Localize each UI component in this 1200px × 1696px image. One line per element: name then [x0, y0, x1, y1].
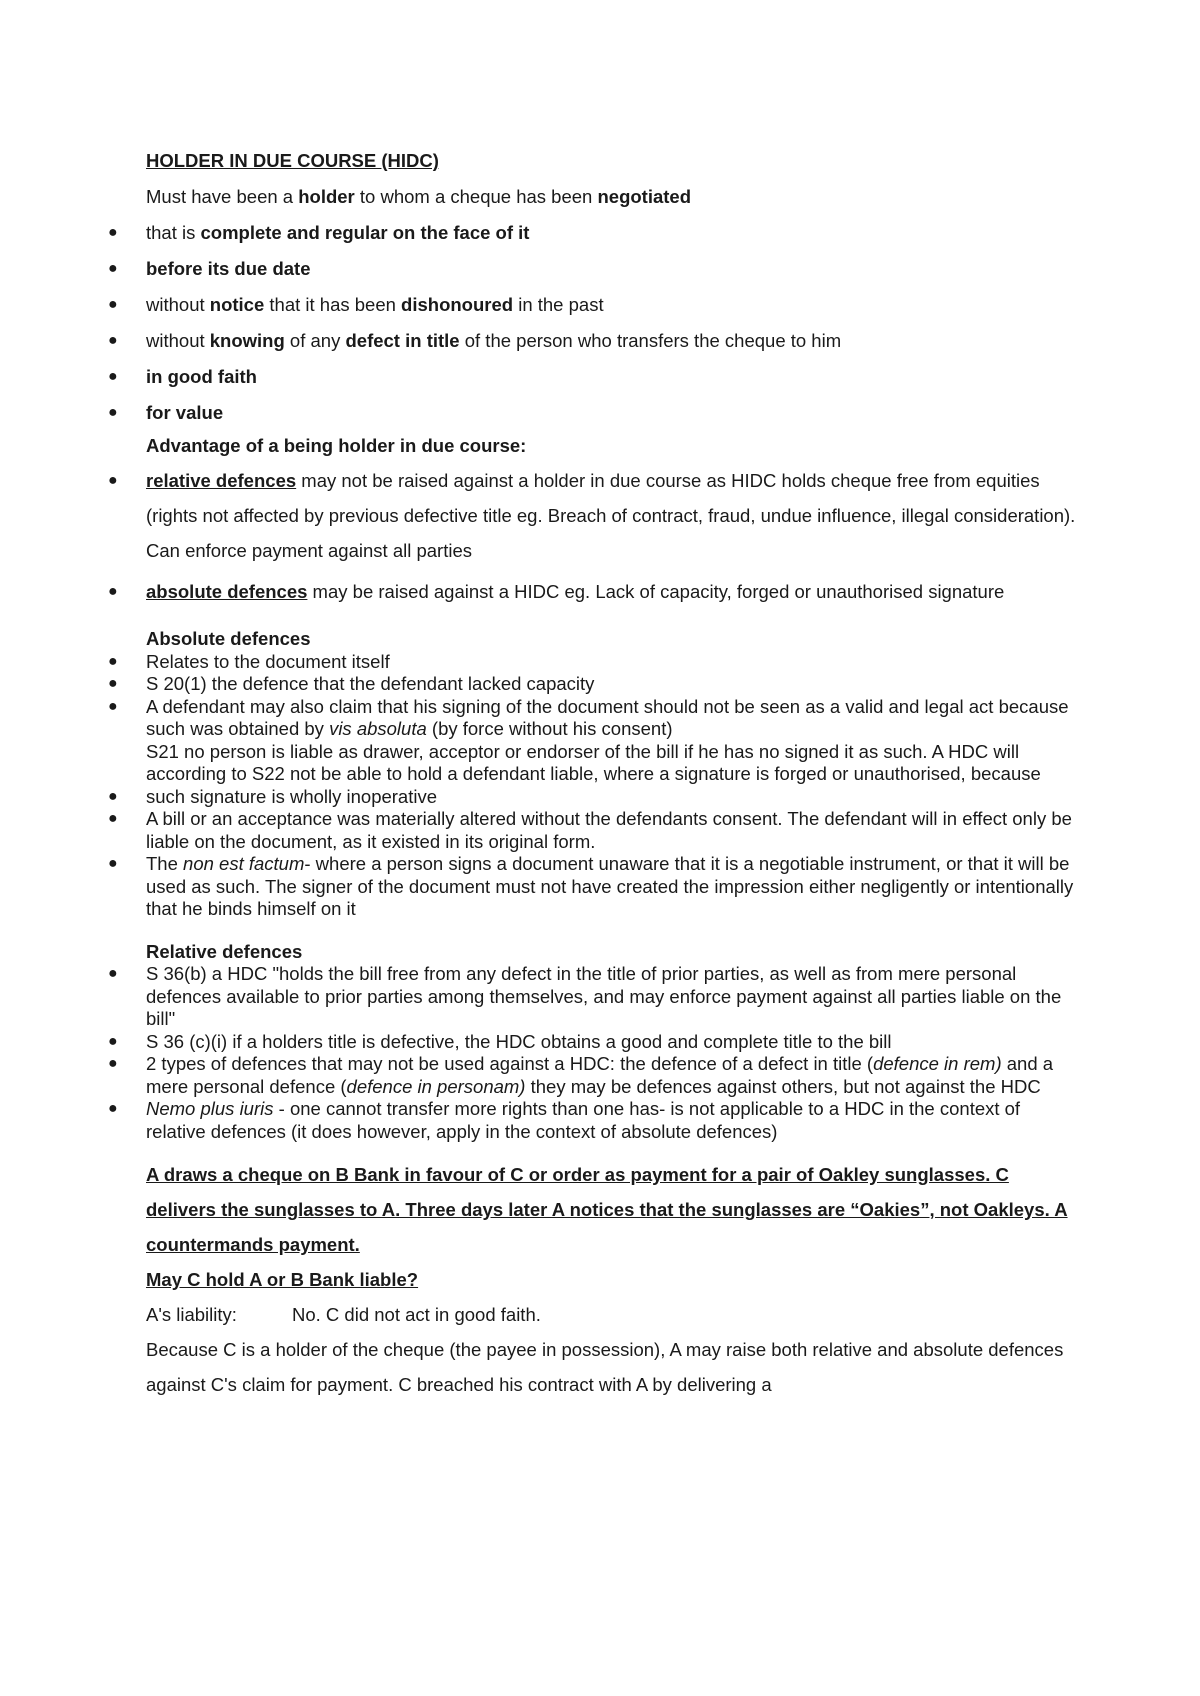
hidc-section	[108, 143, 1076, 604]
bullet-icon: ●	[108, 260, 118, 277]
list-item: ● for value	[146, 395, 1076, 431]
bullet-icon: ●	[108, 810, 118, 827]
list-item: ● A bill or an acceptance was materially altered without the defendants consent. The defendant will in effect only be liable on the document, as it existed in its original form.	[108, 808, 1072, 852]
bullet-icon: ●	[108, 472, 118, 489]
case-question: May C hold A or B Bank liable?	[146, 1269, 419, 1290]
list-item: ● without knowing of any defect in title of the person who transfers the cheque to him	[146, 323, 1076, 359]
bullet-icon: ●	[108, 404, 118, 421]
bullet-icon: ●	[108, 697, 118, 715]
case-paragraph: Because C is a holder of the cheque (the payee in possession), A may raise both relative and absolute defences against C's claim for payment. C breached his contract with A by delivering a	[146, 1339, 1064, 1395]
list-item: ● without notice that it has been dishonoured in the past	[146, 287, 1076, 323]
document-content	[108, 143, 1076, 1402]
bullet-icon: ●	[108, 368, 118, 385]
bullet-icon: ●	[108, 1032, 118, 1050]
list-item: ● S 36(b) a HDC "holds the bill free from any defect in the title of prior parties, as well as from mere personal defences available to prior parties among themselves, and may enforce payment against all parties liable on the bill"	[108, 963, 1062, 1029]
list-item: ● before its due date	[146, 251, 1076, 287]
list-item: ● that is complete and regular on the face of it	[146, 215, 1076, 251]
absolute-defences-section	[108, 628, 1076, 921]
bullet-icon: ●	[108, 855, 118, 872]
bullet-icon: ●	[108, 296, 118, 313]
bullet-icon: ●	[108, 787, 118, 805]
bullet-icon: ●	[108, 1055, 118, 1072]
relative-defences-section	[108, 940, 1076, 1144]
list-item: ● such signature is wholly inoperative	[108, 785, 438, 807]
list-item: ● absolute defences may be raised against a HIDC eg. Lack of capacity, forged or unauthorised signature	[108, 581, 1005, 602]
list-item: ● S 20(1) the defence that the defendant lacked capacity	[108, 673, 595, 694]
bullet-icon: ●	[108, 583, 118, 600]
bullet-icon: ●	[108, 675, 118, 692]
list-item: ● Relates to the document itself	[108, 650, 390, 672]
case-title: A draws a cheque on B Bank in favour of C or order as payment for a pair of Oakley sunglasses. C delivers the sunglasses to A. Three days later A notices that the sunglasses are “Oakies”, not Oakleys. A countermands payment.	[146, 1164, 1068, 1255]
list-item: ● Nemo plus iuris - one cannot transfer more rights than one has- is not applicable to a HDC in the context of relative defences (it does however, apply in the context of absolute defences)	[108, 1098, 1021, 1142]
absolute-heading: Absolute defences	[146, 628, 311, 649]
bullet-icon: ●	[108, 965, 118, 982]
bullet-icon: ●	[108, 224, 118, 241]
list-item: ● relative defences may not be raised against a holder in due course as HIDC holds cheque free from equities (rights not affected by previous defective title eg. Breach of contract, fraud, undue influence, illegal consideration). Can enforce payment against all parties	[146, 463, 1076, 568]
list-item-continuation: S21 no person is liable as drawer, acceptor or endorser of the bill if he has no signed it as such. A HDC will according to S22 not be able to hold a defendant liable, where a signature is forged or unauthorised, because	[146, 740, 1041, 784]
liability-line: A's liability: No. C did not act in good faith.	[146, 1304, 541, 1325]
relative-heading: Relative defences	[146, 940, 303, 962]
advantage-heading: Advantage of a being holder in due course:	[146, 435, 527, 456]
intro-line: Must have been a holder to whom a cheque has been negotiated	[146, 186, 692, 207]
list-item: ● A defendant may also claim that his signing of the document should not be seen as a valid and legal act because such was obtained by vis absoluta (by force without his consent)	[108, 695, 1069, 739]
advantage-list	[108, 463, 1076, 604]
list-item: ● in good faith	[146, 359, 1076, 395]
list-item: ● The non est factum- where a person signs a document unaware that it is a negotiable instrument, or that it will be used as such. The signer of the document must not have created the impression either negligently or intentionally that he binds himself on it	[108, 853, 1074, 919]
bullet-icon: ●	[108, 1100, 118, 1117]
list-item: ● 2 types of defences that may not be used against a HDC: the defence of a defect in title (defence in rem) and a mere personal defence (defence in personam) they may be defences against others, but not against the HDC	[108, 1053, 1054, 1097]
page-title: HOLDER IN DUE COURSE (HIDC)	[146, 150, 439, 171]
list-item: ● S 36 (c)(i) if a holders title is defective, the HDC obtains a good and complete title to the bill	[108, 1030, 892, 1052]
bullet-icon: ●	[108, 332, 118, 349]
bullet-icon: ●	[108, 652, 118, 670]
case-section	[146, 1157, 1076, 1402]
